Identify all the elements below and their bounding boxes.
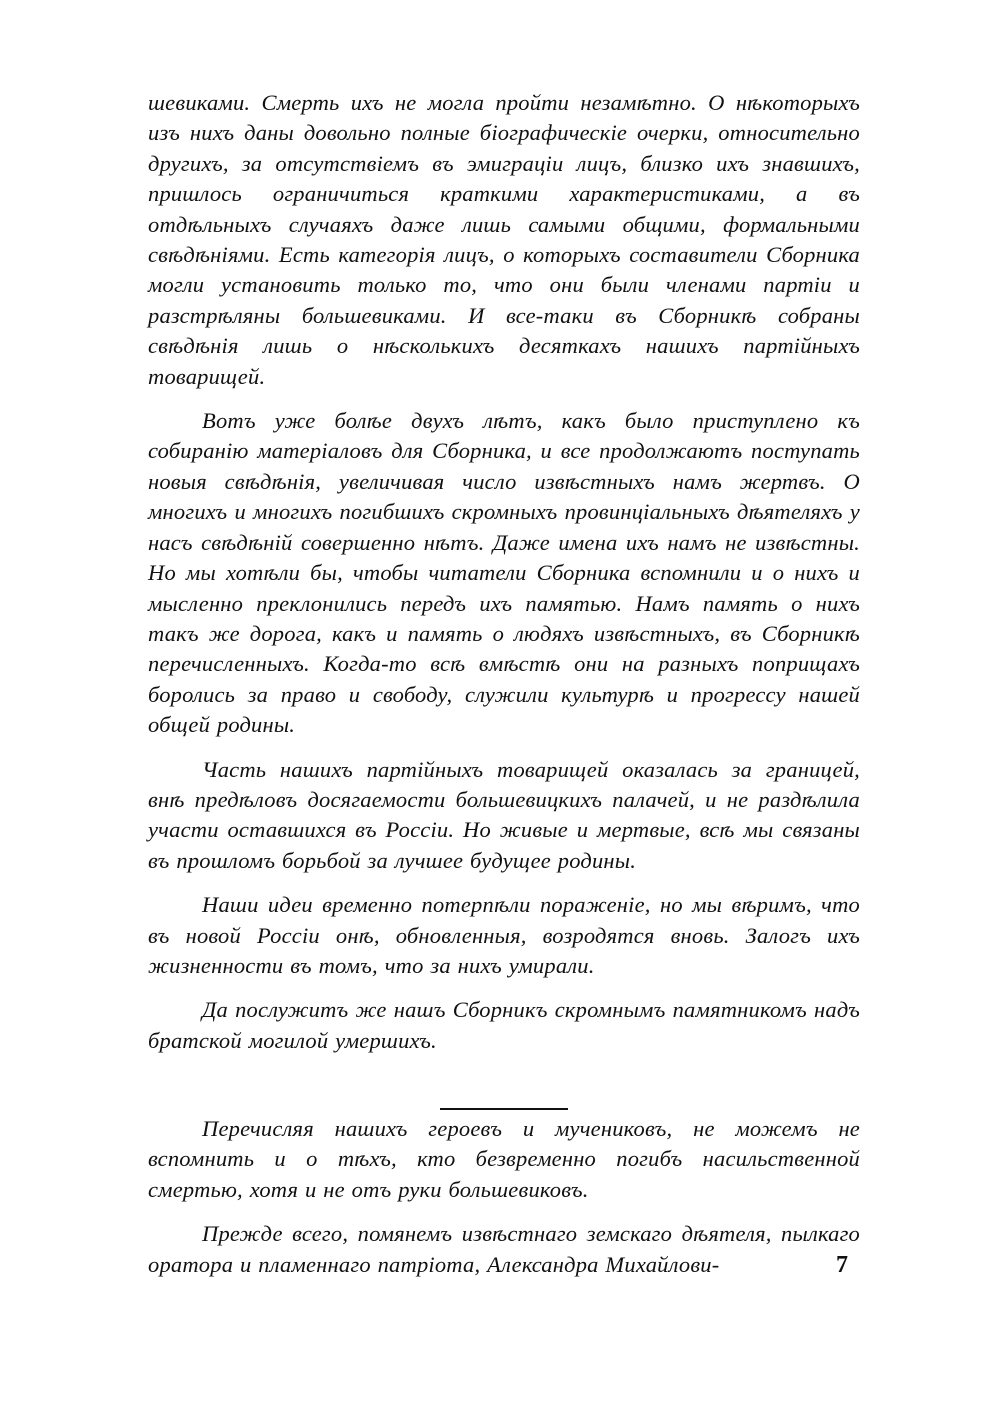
continued-text-block	[148, 1114, 860, 1294]
paragraph: шевиками. Смерть ихъ не могла пройти незамѣтно. О нѣкоторыхъ изъ нихъ даны довольно полные біографическіе очерки, относительно другихъ, за отсутствіемъ въ эмиграціи лицъ, близко ихъ знавшихъ, пришлось ограничиться краткими характеристиками, а въ отдѣльныхъ случаяхъ даже лишь самыми общими, формальными свѣдѣніями. Есть категорія лицъ, о которыхъ составители Сборника могли установить только то, что они были членами партіи и разстрѣляны большевиками. И все-таки въ Сборникѣ собраны свѣдѣнія лишь о нѣсколькихъ десяткахъ нашихъ партійныхъ товарищей.	[148, 90, 860, 389]
paragraph: Перечисляя нашихъ героевъ и мучениковъ, не можемъ не вспомнить и о тѣхъ, кто безвременно погибъ насильственной смертью, хотя и не отъ руки большевиковъ.	[148, 1116, 860, 1202]
section-divider	[440, 1108, 568, 1110]
paragraph: Часть нашихъ партійныхъ товарищей оказалась за границей, внѣ предѣловъ досягаемости большевицкихъ палачей, и не раздѣлила участи оставшихся въ Россіи. Но живые и мертвые, всѣ мы связаны въ прошломъ борьбой за лучшее будущее родины.	[148, 756, 860, 873]
paragraph: Наши идеи временно потерпѣли пораженіе, но мы вѣримъ, что въ новой Россіи онѣ, обновленныя, возродятся вновь. Залогъ ихъ жизненности въ томъ, что за нихъ умирали.	[148, 892, 860, 978]
paragraph: Прежде всего, помянемъ извѣстнаго земскаго дѣятеля, пылкаго оратора и пламеннаго патріота, Александра Михайлови-	[148, 1221, 860, 1277]
page-number: 7	[836, 1252, 848, 1278]
main-text-block	[148, 88, 860, 1070]
paragraph: Да послужитъ же нашъ Сборникъ скромнымъ памятникомъ надъ братской могилой умершихъ.	[148, 997, 860, 1053]
paragraph: Вотъ уже болѣе двухъ лѣтъ, какъ было приступлено къ собиранію матеріаловъ для Сборника, и все продолжаютъ поступать новыя свѣдѣнія, увеличивая число извѣстныхъ намъ жертвъ. О многихъ и многихъ погибшихъ скромныхъ провинціальныхъ дѣятеляхъ у насъ свѣдѣній совершенно нѣтъ. Даже имена ихъ намъ не извѣстны. Но мы хотѣли бы, чтобы читатели Сборника вспомнили и о нихъ и мысленно преклонились передъ ихъ памятью. Намъ память о нихъ такъ же дорога, какъ и память о людяхъ извѣстныхъ, въ Сборникѣ перечисленныхъ. Когда-то всѣ вмѣстѣ они на разныхъ поприщахъ боролись за право и свободу, служили культурѣ и прогрессу нашей общей родины.	[148, 408, 860, 738]
